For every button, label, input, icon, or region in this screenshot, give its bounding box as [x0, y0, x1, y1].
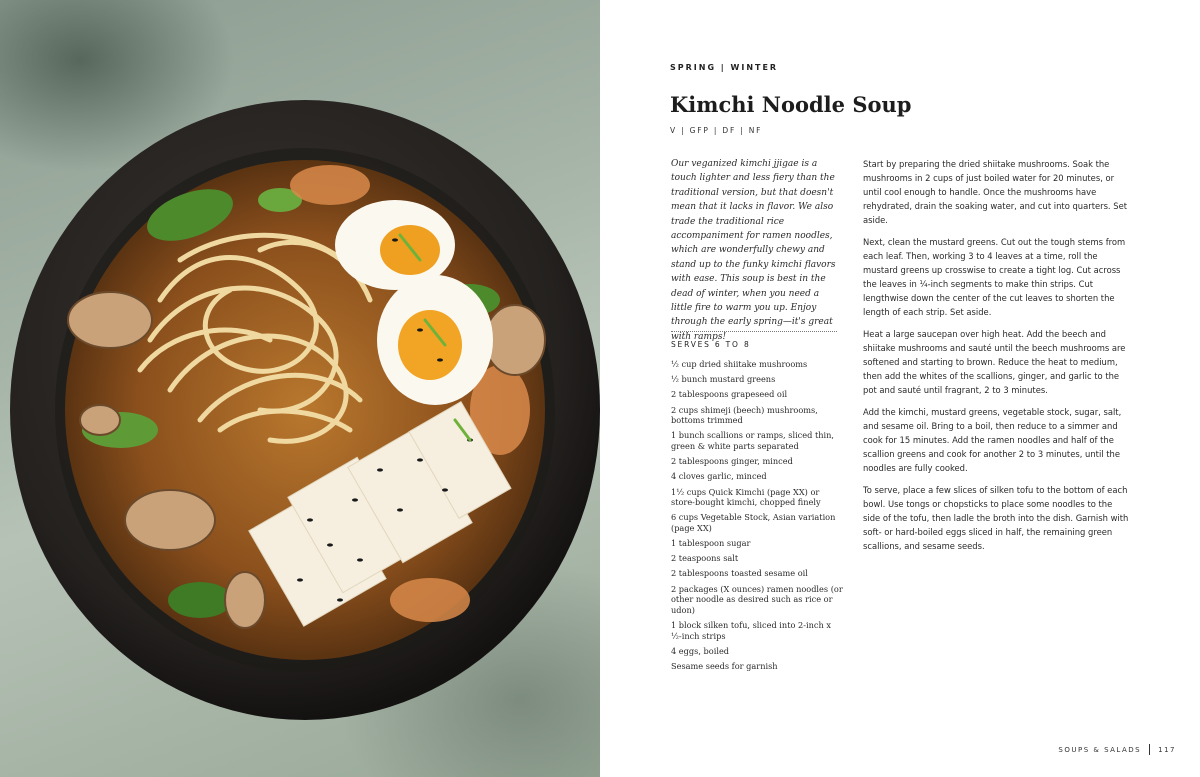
page-number: 117 [1158, 745, 1176, 754]
recipe-intro: Our veganized kimchi jjigae is a touch lighter and less fiery than the traditional version, but that doesn't mean that it lacks in flavor. We also trade the traditional rice accompaniment for ramen noodles, which are wonderfully chewy and stand up to the funky kimchi flavors with ease. This soup is best in the dead of winter, when you need a little fire to warm you up. Enjoy through the early spring—it's great with ramps! [671, 159, 836, 342]
ingredient-item: 2 packages (X ounces) ramen noodles (or other noodle as desired such as rice or udon) [671, 583, 843, 615]
ingredient-item: 1 bunch scallions or ramps, sliced thin, green & white parts separated [671, 430, 835, 451]
diet-tags: V | GFP | DF | NF [670, 126, 763, 135]
ingredient-item: 2 teaspoons salt [671, 553, 739, 564]
ingredient-item: 2 tablespoons toasted sesame oil [671, 568, 808, 579]
method-steps [863, 157, 1129, 561]
ingredient-item: 1 tablespoon sugar [671, 538, 751, 549]
method-step: Heat a large saucepan over high heat. Add the beech and shiitake mushrooms and sauté until the beech mushrooms are softened and starting to brown. Reduce the heat to medium, then add the whites of the scallions, ginger, and garlic to the pot and sauté until fragrant, 2 to 3 minutes. [863, 329, 1126, 395]
section-name: SOUPS & SALADS [1058, 745, 1142, 754]
ingredient-item: 1½ cups Quick Kimchi (page XX) or store-bought kimchi, chopped finely [671, 486, 821, 508]
method-step: Start by preparing the dried shiitake mushrooms. Soak the mushrooms in 2 cups of just boiled water for 20 minutes, or until cool enough to handle. Once the mushrooms have rehydrated, drain the soaking water, and cut into quarters. Set aside. [863, 159, 1128, 225]
ingredient-item: ½ cup dried shiitake mushrooms [671, 359, 808, 369]
ingredient-item: 2 tablespoons ginger, minced [671, 456, 793, 467]
ingredient-item: Sesame seeds for garnish [671, 660, 778, 671]
season-label: SPRING | WINTER [670, 63, 779, 72]
footer-divider [1149, 744, 1150, 755]
ingredient-item: 1 block silken tofu, sliced into 2-inch x ½-inch strips [671, 620, 831, 641]
ingredient-item: 6 cups Vegetable Stock, Asian variation (page XX) [671, 512, 836, 533]
recipe-title: Kimchi Noodle Soup [670, 92, 912, 117]
method-step: Next, clean the mustard greens. Cut out the tough stems from each leaf. Then, working 3 to 4 leaves at a time, roll the mustard greens up crosswise to create a tight log. Cut across the leaves in ¼-inch segments to make thin strips. Cut lengthwise down the center of the cut leaves to shorten the length of each strip. Set aside. [863, 237, 1126, 317]
ingredient-item: ½ bunch mustard greens [671, 374, 776, 385]
ingredient-item: 4 cloves garlic, minced [671, 471, 767, 482]
page-footer [1058, 744, 1176, 755]
ingredient-item: 4 eggs, boiled [671, 645, 730, 656]
method-step: To serve, place a few slices of silken tofu to the bottom of each bowl. Use tongs or chopsticks to place some noodles to the side of the tofu, then ladle the broth into the dish. Garnish with soft- or hard-boiled eggs sliced in half, the remaining green scallions, and sesame seeds. [863, 485, 1129, 551]
serves-label: SERVES 6 TO 8 [671, 340, 751, 349]
ingredient-item: 2 tablespoons grapeseed oil [671, 389, 788, 400]
ingredient-list [671, 359, 843, 676]
recipe-page [600, 0, 1200, 777]
ingredient-item: 2 cups shimeji (beech) mushrooms, bottoms trimmed [671, 404, 818, 426]
method-step: Add the kimchi, mustard greens, vegetable stock, sugar, salt, and sesame oil. Bring to a boil, then reduce to a simmer and cook for 15 minutes. Add the ramen noodles and half of the scallion greens and cook for another 2 to 3 minutes, until the noodles are fully cooked. [863, 407, 1122, 473]
divider [671, 331, 837, 332]
